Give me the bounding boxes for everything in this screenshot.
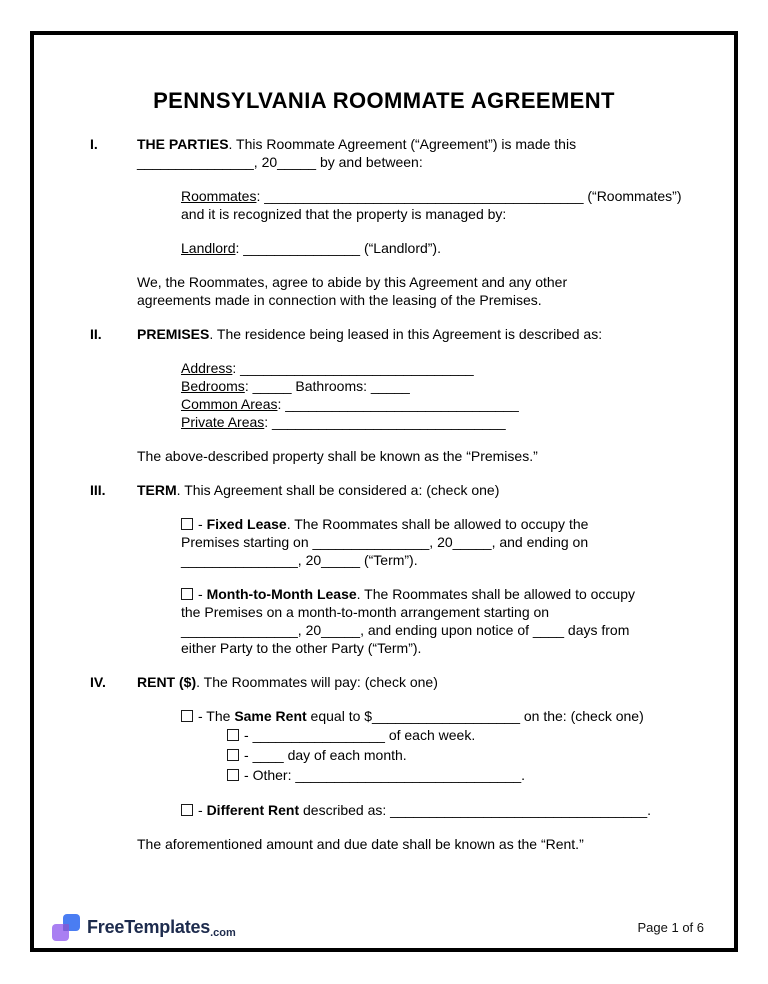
parties-heading: THE PARTIES bbox=[137, 136, 229, 152]
month-to-month-block bbox=[181, 585, 714, 657]
same-rent-label: Same Rent bbox=[234, 708, 307, 724]
weekly-option-line bbox=[227, 725, 714, 745]
same-rent-dash: - The bbox=[198, 708, 235, 724]
same-rent-line bbox=[181, 707, 714, 725]
freetemplates-brand bbox=[52, 914, 236, 941]
document-title: PENNSYLVANIA ROOMMATE AGREEMENT bbox=[153, 88, 615, 113]
term-heading-rest: . This Agreement shall be considered a: (check one) bbox=[176, 482, 500, 498]
brand-name-text: FreeTemplates bbox=[87, 916, 211, 937]
month-to-month-label: Month-to-Month Lease bbox=[206, 586, 357, 602]
month-to-month-line-4: either Party to the other Party (“Term”). bbox=[181, 640, 422, 656]
fixed-lease-line-1 bbox=[181, 515, 714, 533]
section-premises bbox=[90, 325, 714, 465]
fixed-lease-label: Fixed Lease bbox=[206, 516, 287, 532]
rent-heading-rest: . The Roommates will pay: (check one) bbox=[196, 674, 438, 690]
parties-date-blank-line: _______________, 20_____ by and between: bbox=[137, 154, 423, 170]
premises-known-as-block bbox=[137, 447, 714, 465]
month-to-month-line-1 bbox=[181, 585, 714, 603]
agreement-paragraph bbox=[137, 273, 714, 309]
address-blank: : ______________________________ bbox=[232, 360, 474, 376]
month-to-month-dash: - bbox=[198, 586, 207, 602]
rent-known-as-line: The aforementioned amount and due date shall be known as the “Rent.” bbox=[137, 836, 584, 852]
roommates-blank: : _________________________________________ (“Roommates”) bbox=[256, 188, 682, 204]
common-areas-label: Common Areas bbox=[181, 396, 278, 412]
other-checkbox-icon bbox=[227, 769, 239, 781]
bedrooms-blank: : _____ bbox=[244, 378, 292, 394]
private-areas-label: Private Areas bbox=[181, 414, 265, 430]
different-rent-text: described as: _________________________________. bbox=[299, 802, 652, 818]
page-number: Page 1 of 6 bbox=[637, 919, 704, 935]
same-rent-text: equal to $___________________ on the: (check one) bbox=[306, 708, 644, 724]
bedrooms-bathrooms-line bbox=[181, 377, 714, 395]
rent-known-as-block bbox=[137, 835, 714, 853]
different-rent-block bbox=[181, 801, 714, 819]
month-to-month-text: . The Roommates shall be allowed to occupy bbox=[356, 586, 635, 602]
common-areas-blank: : ______________________________ bbox=[277, 396, 519, 412]
different-rent-line bbox=[181, 801, 714, 819]
month-to-month-checkbox-icon bbox=[181, 588, 193, 600]
weekly-text: _________________ of each week. bbox=[252, 727, 476, 743]
monthly-option-line bbox=[227, 745, 714, 765]
same-rent-block bbox=[181, 707, 714, 785]
common-areas-line bbox=[181, 395, 714, 413]
roommates-line bbox=[181, 187, 714, 205]
month-to-month-line-3: _______________, 20_____, and ending upon notice of ____ days from bbox=[181, 622, 630, 638]
premises-known-as-line: The above-described property shall be known as the “Premises.” bbox=[137, 448, 538, 464]
bedrooms-label: Bedrooms bbox=[181, 378, 245, 394]
premises-heading: PREMISES bbox=[137, 326, 210, 342]
landlord-line bbox=[181, 239, 714, 257]
rent-heading-line bbox=[137, 673, 714, 691]
section-rent bbox=[90, 673, 714, 853]
fixed-lease-block bbox=[181, 515, 714, 569]
fixed-lease-checkbox-icon bbox=[181, 518, 193, 530]
month-to-month-line-2: the Premises on a month-to-month arrangement starting on bbox=[181, 604, 550, 620]
different-rent-checkbox-icon bbox=[181, 804, 193, 816]
different-rent-label: Different Rent bbox=[206, 802, 300, 818]
logo-overlap-square bbox=[63, 924, 69, 931]
bathrooms-text: Bathrooms: _____ bbox=[291, 378, 410, 394]
parties-heading-line bbox=[137, 135, 714, 153]
fixed-lease-dash: - bbox=[198, 516, 207, 532]
private-areas-blank: : ______________________________ bbox=[264, 414, 506, 430]
roommates-block bbox=[181, 187, 714, 223]
premises-heading-line bbox=[137, 325, 714, 343]
private-areas-line bbox=[181, 413, 714, 431]
monthly-dash: - bbox=[244, 747, 253, 763]
agreement-paragraph-line-2: agreements made in connection with the leasing of the Premises. bbox=[137, 292, 542, 308]
weekly-dash: - bbox=[244, 727, 253, 743]
agreement-paragraph-line-1: We, the Roommates, agree to abide by this Agreement and any other bbox=[137, 274, 568, 290]
document-page bbox=[30, 31, 738, 952]
roommates-label: Roommates bbox=[181, 188, 257, 204]
section-parties bbox=[90, 135, 714, 309]
other-option-line bbox=[227, 765, 714, 785]
section-term-number: III. bbox=[90, 482, 106, 498]
address-line bbox=[181, 359, 714, 377]
page-footer bbox=[52, 912, 704, 942]
section-premises-number: II. bbox=[90, 326, 102, 342]
section-rent-number: IV. bbox=[90, 674, 106, 690]
weekly-checkbox-icon bbox=[227, 729, 239, 741]
different-rent-dash: - bbox=[198, 802, 207, 818]
premises-details-block bbox=[181, 359, 714, 431]
rent-heading: RENT ($) bbox=[137, 674, 197, 690]
fixed-lease-line-3: _______________, 20_____ (“Term”). bbox=[181, 552, 418, 568]
term-heading: TERM bbox=[137, 482, 177, 498]
landlord-label: Landlord bbox=[181, 240, 236, 256]
fixed-lease-text: . The Roommates shall be allowed to occupy the bbox=[286, 516, 589, 532]
landlord-blank: : _______________ (“Landlord”). bbox=[235, 240, 441, 256]
premises-heading-rest: . The residence being leased in this Agreement is described as: bbox=[209, 326, 603, 342]
same-rent-checkbox-icon bbox=[181, 710, 193, 722]
address-label: Address bbox=[181, 360, 233, 376]
landlord-block bbox=[181, 239, 714, 257]
fixed-lease-line-2: Premises starting on _______________, 20_____, and ending on bbox=[181, 534, 589, 550]
other-text: Other: _____________________________. bbox=[252, 767, 526, 783]
term-heading-line bbox=[137, 481, 714, 499]
section-parties-number: I. bbox=[90, 136, 98, 152]
brand-suffix-text: .com bbox=[210, 926, 236, 939]
monthly-text: ____ day of each month. bbox=[252, 747, 407, 763]
section-term bbox=[90, 481, 714, 657]
parties-heading-rest: . This Roommate Agreement (“Agreement”) is made this bbox=[228, 136, 577, 152]
same-rent-options bbox=[227, 725, 714, 785]
freetemplates-logo-icon bbox=[52, 914, 80, 941]
other-dash: - bbox=[244, 767, 253, 783]
monthly-checkbox-icon bbox=[227, 749, 239, 761]
managed-by-line: and it is recognized that the property is managed by: bbox=[181, 206, 507, 222]
